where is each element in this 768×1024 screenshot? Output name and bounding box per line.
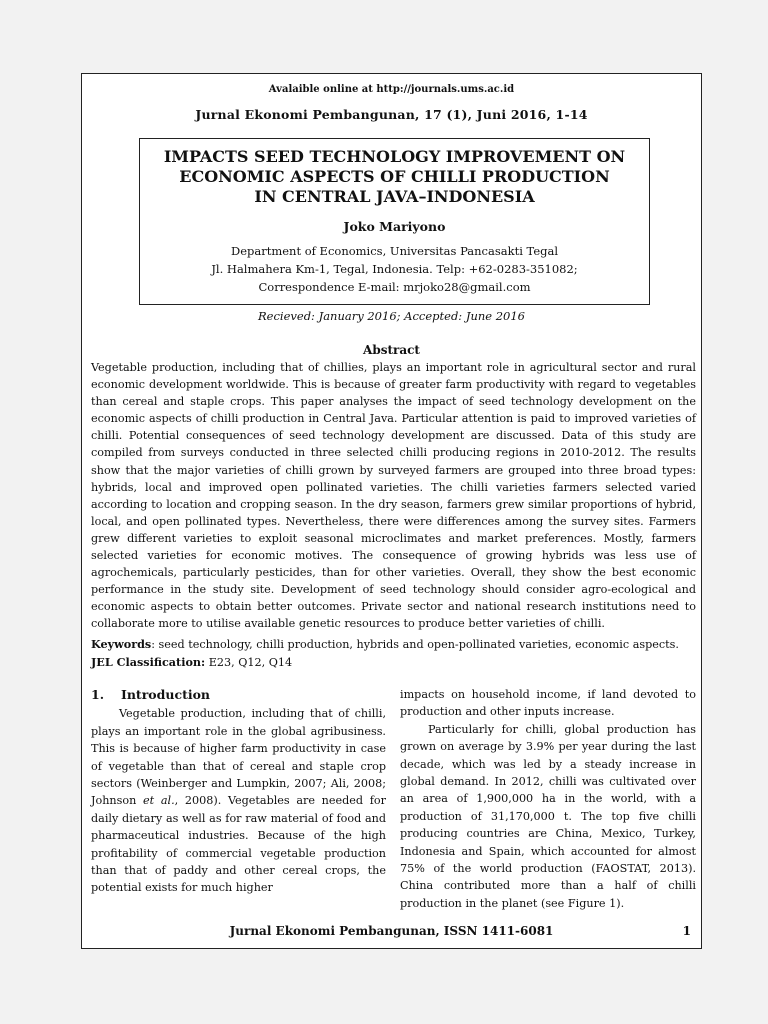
body-paragraph: impacts on household income, if land devoted to production and other inputs increase. <box>400 688 696 719</box>
abstract-heading: Abstract <box>363 343 420 357</box>
author-name: Joko Mariyono <box>343 219 446 234</box>
right-column <box>400 686 696 912</box>
title-box <box>139 138 650 305</box>
online-availability: Avalaible online at http://journals.ums.ac.id <box>268 84 515 95</box>
affiliation-line: Department of Economics, Universitas Pancasakti Tegal <box>230 244 559 258</box>
title-line: IN CENTRAL JAVA–INDONESIA <box>254 187 535 206</box>
body-text: , 2008). Vegetables are needed for daily dietary as well as for raw material of food and pharmaceutical industries. Because of the high profitability of commercial vegetable production than that of paddy and other cereal crops, the potential exists for much higher <box>91 794 386 895</box>
keywords-label: Keywords <box>91 637 152 651</box>
section-title: Introduction <box>121 687 211 702</box>
body-text-italic: et al. <box>143 794 175 808</box>
keywords-text: : seed technology, chilli production, hybrids and open-pollinated varieties, economic aspects. <box>151 638 679 651</box>
jel-label: JEL Classification: <box>91 655 206 669</box>
body-paragraph: Particularly for chilli, global production has grown on average by 3.9% per year during the last decade, which was led by a steady increase in global demand. In 2012, chilli was cultivated over an area of 1,900,000 ha in the world, with a production of 31,170,000 t. The top five chilli producing countries are China, Mexico, Turkey, Indonesia and Spain, which accounted for almost 75% of the world production (FAOSTAT, 2013). China contributed more than a half of chilli production in the planet (see Figure 1). <box>400 722 696 910</box>
title-line: IMPACTS SEED TECHNOLOGY IMPROVEMENT ON <box>163 147 626 166</box>
abstract-text: Vegetable production, including that of chillies, plays an important role in agricultural sector and rural economic development worldwide. This is because of greater farm productivity with regard to vegetables than cereal and staple crops. This paper analyses the impact of seed technology development on the economic aspects of chilli production in Central Java. Particular attention is paid to improved varieties of chilli. Potential consequences of seed technology development are discussed. Data of this study are compiled from surveys conducted in three selected chilli producing regions in 2010-2012. The results show that the major varieties of chilli grown by surveyed farmers are grouped into three broad types: hybrids, local and improved open pollinated varieties. The chilli varieties farmers selected varied according to location and cropping season. In the dry season, farmers grew similar proportions of hybrid, local, and open pollinated types. Nevertheless, there were differences among the survey sites. Farmers grew different varieties to exploit seasonal microclimates and market preferences. Mostly, farmers selected varieties for economic motives. The consequence of growing hybrids was less use of agrochemicals, particularly pesticides, than for other varieties. Overall, they show the best economic performance in the study site. Development of seed technology should consider agro-ecological and economic aspects to obtain better outcomes. Private sector and national research institutions need to collaborate more to utilise available genetic resources to produce better varieties of chilli. <box>91 361 696 631</box>
body-paragraph <box>91 705 386 896</box>
section-number: 1. <box>91 687 105 702</box>
section-heading <box>91 686 386 703</box>
author-affiliation <box>140 242 649 296</box>
body-text: Vegetable production, including that of chilli, plays an important role in the global agribusiness. This is because of higher farm productivity in case of vegetable than that of cereal and staple crop sectors (Weinberger and Lumpkin, 2007; Ali, 2008; Johnson <box>91 707 386 808</box>
journal-page <box>81 73 702 949</box>
jel-classification <box>91 654 696 671</box>
journal-citation: Jurnal Ekonomi Pembangunan, 17 (1), Juni 2016, 1-14 <box>195 107 588 122</box>
affiliation-line: Jl. Halmahera Km-1, Tegal, Indonesia. Telp: +62-0283-351082; <box>211 262 578 276</box>
paper-title <box>140 147 649 207</box>
received-dates: Recieved: January 2016; Accepted: June 2016 <box>258 309 525 323</box>
footer-journal: Jurnal Ekonomi Pembangunan, ISSN 1411-6081 <box>229 924 554 938</box>
title-line: ECONOMIC ASPECTS OF CHILLI PRODUCTION <box>179 167 610 186</box>
page-number: 1 <box>682 924 691 938</box>
left-column <box>91 686 386 897</box>
keywords <box>91 636 696 653</box>
jel-text: E23, Q12, Q14 <box>205 656 293 669</box>
affiliation-line: Correspondence E-mail: mrjoko28@gmail.com <box>258 280 531 294</box>
